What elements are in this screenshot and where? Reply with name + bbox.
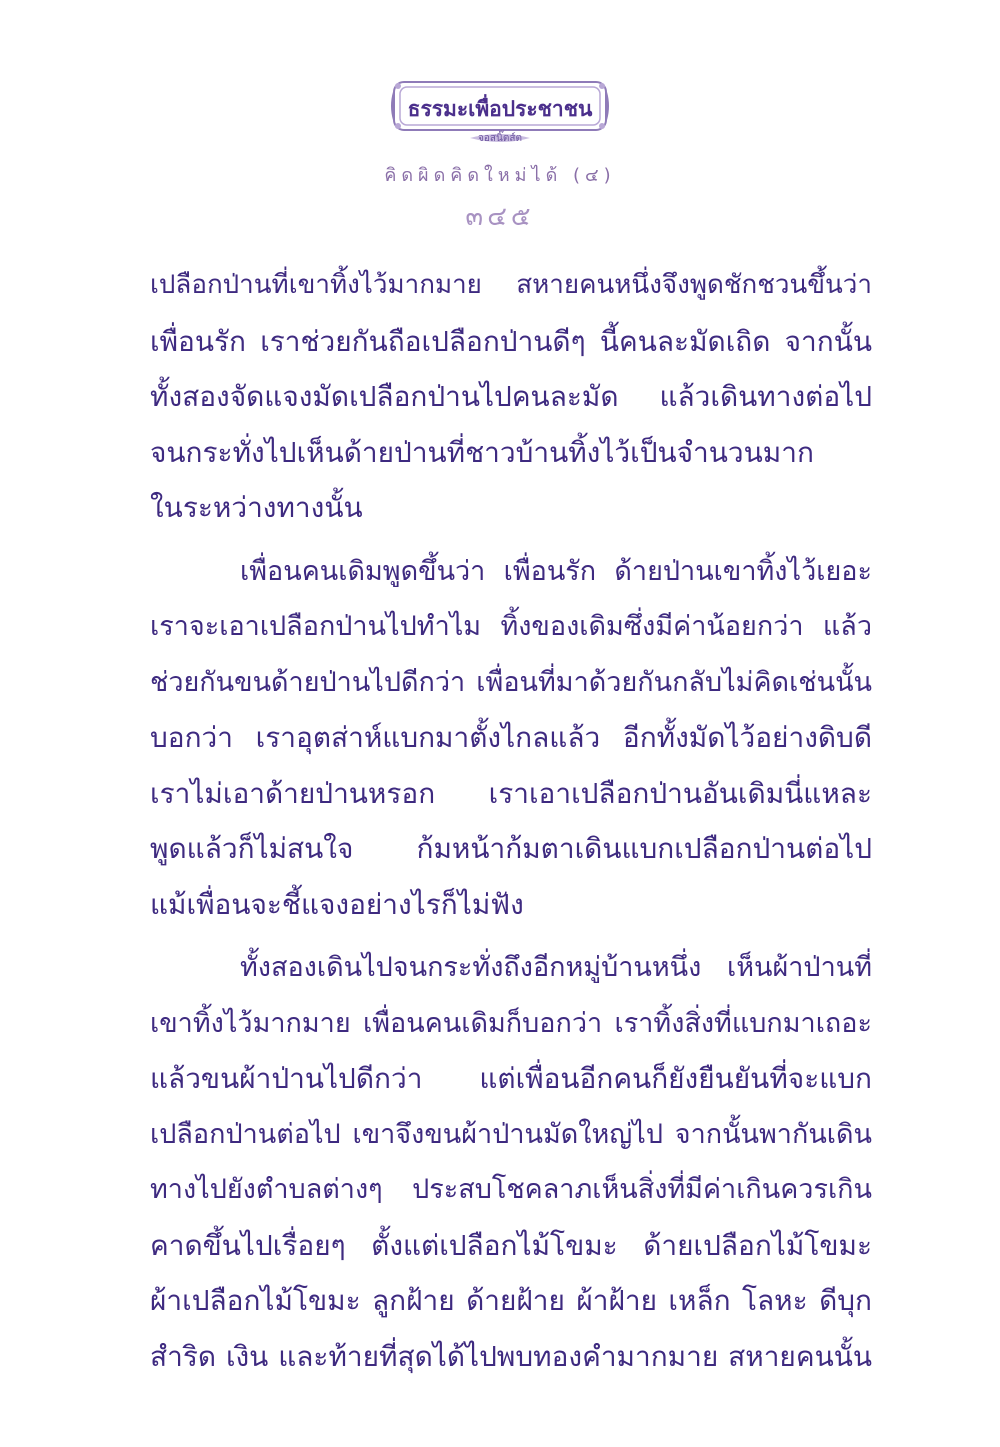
text-line: เราไม่เอาด้ายป่านหรอก เราเอาเปลือกป่านอันเดิมนี่แหละ [150,776,872,810]
logo-subtitle: จอสนิ๊ตส์ต [478,133,522,144]
text-line: ผ้าเปลือกไม้โขมะ ลูกฝ้าย ด้ายฝ้าย ผ้าฝ้าย เหล็ก โลหะ ดีบุก [150,1284,872,1317]
paragraph-3 [150,940,872,1384]
book-logo [390,78,610,150]
logo-title: ธรรมะเพื่อประชาชน [407,96,593,121]
text-line: พูดแล้วก็ไม่สนใจ ก้มหน้าก้มตาเดินแบกเปลือกป่านต่อไป [150,832,872,865]
text-line: บอกว่า เราอุตส่าห์แบกมาตั้งไกลแล้ว อีกทั้งมัดไว้อย่างดิบดี [150,721,872,754]
text-line: เพื่อนรัก เราช่วยกันถือเปลือกป่านดีๆ นี้คนละมัดเถิด จากนั้น [150,324,872,358]
text-line: ช่วยกันขนด้ายป่านไปดีกว่า เพื่อนที่มาด้วยกันกลับไม่คิดเช่นนั้น [150,666,872,698]
text-line: คาดขึ้นไปเรื่อยๆ ตั้งแต่เปลือกไม้โขมะ ด้ายเปลือกไม้โขมะ [150,1228,872,1262]
text-line: เราจะเอาเปลือกป่านไปทำไม ทิ้งของเดิมซึ่งมีค่าน้อยกว่า แล้ว [150,611,872,642]
text-line: เปลือกป่านต่อไป เขาจึงขนผ้าป่านมัดใหญ่ไป จากนั้นพากันเดิน [150,1118,872,1150]
page-number: ๓๔๕ [465,202,535,232]
text-line: ทั้งสองเดินไปจนกระทั่งถึงอีกหมู่บ้านหนึ่ง เห็นผ้าป่านที่ [240,952,872,983]
text-line: สำริด เงิน และท้ายที่สุดได้ไปพบทองคำมากมาย สหายคนนั้น [150,1339,872,1373]
paragraph-2 [150,544,872,933]
paragraph-1 [150,258,872,536]
text-line: แม้เพื่อนจะชี้แจงอย่างไรก็ไม่ฟัง [150,887,524,921]
text-line: จนกระทั่งไปเห็นด้ายป่านที่ชาวบ้านทิ้งไว้เป็นจำนวนมาก [150,435,814,469]
text-line: เปลือกป่านที่เขาทิ้งไว้มากมาย สหายคนหนึ่งจึงพูดชักชวนขึ้นว่า [150,270,872,300]
text-line: เพื่อนคนเดิมพูดขึ้นว่า เพื่อนรัก ด้ายป่านเขาทิ้งไว้เยอะ [240,555,872,587]
chapter-subtitle: คิดผิดคิดใหม่ได้ (๔) [384,165,616,186]
text-line: ในระหว่างทางนั้น [150,491,363,524]
text-line: แล้วขนผ้าป่านไปดีกว่า แต่เพื่อนอีกคนก็ยังยืนยันที่จะแบก [150,1062,872,1095]
text-line: เขาทิ้งไว้มากมาย เพื่อนคนเดิมก็บอกว่า เราทิ้งสิ่งที่แบกมาเถอะ [150,1007,872,1039]
text-line: ทั้งสองจัดแจงมัดเปลือกป่านไปคนละมัด แล้วเดินทางต่อไป [150,380,872,413]
body-text [150,258,872,1384]
text-line: ทางไปยังตำบลต่างๆ ประสบโชคลาภเห็นสิ่งที่มีค่าเกินควรเกิน [150,1174,872,1205]
